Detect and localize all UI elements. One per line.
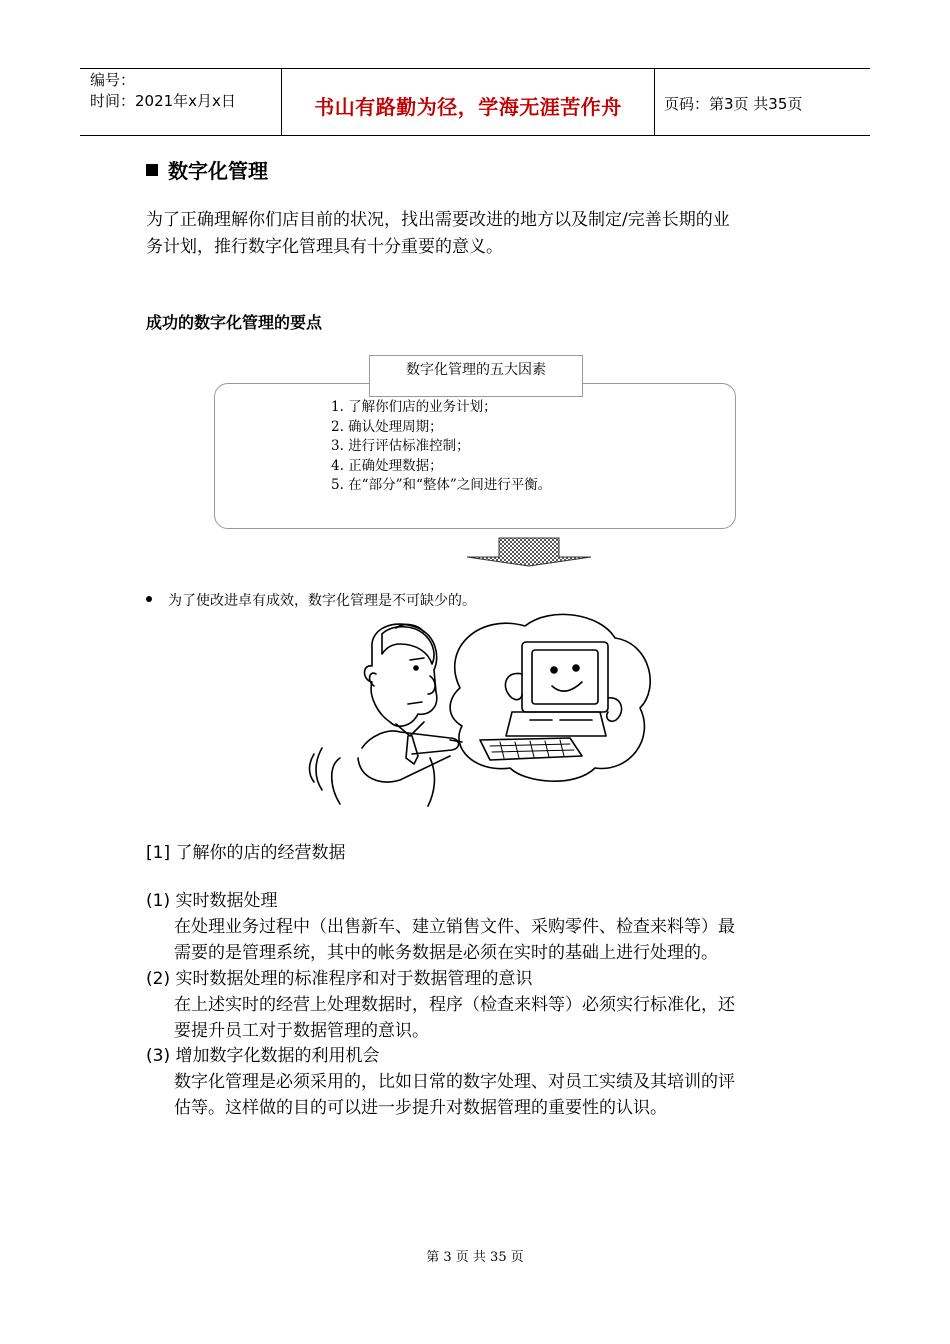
- point-3-title: [146, 1043, 380, 1069]
- header-number-label: 编号：: [90, 71, 136, 89]
- header-bottom-border: [80, 135, 870, 136]
- point-number: (2): [146, 969, 171, 989]
- factor-item: 1. 了解你们店的业务计划；: [331, 399, 497, 415]
- bullet-text: 为了使改进卓有成效，数字化管理是不可缺少的。: [168, 593, 476, 609]
- section-title-text: 数字化管理: [168, 159, 268, 183]
- header-page-info: 页码：第3页 共35页: [664, 95, 803, 113]
- square-bullet-icon: [146, 164, 158, 176]
- factor-item: 2. 确认处理周期；: [331, 418, 443, 435]
- header-divider-right: [654, 68, 655, 136]
- section-title: [146, 155, 268, 184]
- bullet-line: [146, 590, 476, 610]
- factors-title: 数字化管理的五大因素: [369, 355, 583, 397]
- point-body-line: 数字化管理是必须采用的，比如日常的数字处理、对员工实绩及其培训的评: [174, 1072, 735, 1092]
- bullet-dot-icon: [146, 596, 152, 602]
- point-number: (1): [146, 891, 171, 911]
- point-1-title: [146, 888, 278, 914]
- factor-item: 3. 进行评估标准控制；: [331, 438, 470, 454]
- point-3-body: [174, 1069, 814, 1121]
- point-title: 增加数字化数据的利用机会: [175, 1046, 380, 1066]
- point-1-body: [174, 914, 814, 966]
- point-2-title: [146, 966, 533, 992]
- point-body-line: 估等。这样做的目的可以进一步提升对数据管理的重要性的认识。: [174, 1098, 667, 1118]
- understand-number: [1]: [146, 843, 171, 863]
- point-body-line: 在处理业务过程中（出售新车、建立销售文件、采购零件、检查来料等）最: [174, 917, 735, 937]
- header-top-border: [80, 68, 870, 69]
- intro-line-1: 为了正确理解你们店目前的状况，找出需要改进的地方以及制定/完善长期的业: [146, 210, 730, 230]
- point-title: 实时数据处理的标准程序和对于数据管理的意识: [175, 969, 533, 989]
- understand-heading: [146, 838, 346, 863]
- page-footer: 第 3 页 共 35 页: [426, 1250, 524, 1265]
- point-body-line: 要提升员工对于数据管理的意识。: [174, 1021, 429, 1041]
- point-body-line: 在上述实时的经营上处理数据时，程序（检查来料等）必须实行标准化，还: [174, 995, 735, 1015]
- header-time-label: 时间：2021年x月x日: [90, 92, 236, 110]
- subsection-title: 成功的数字化管理的要点: [146, 313, 323, 332]
- header-meta: [90, 70, 236, 112]
- point-2-body: [174, 992, 814, 1044]
- point-number: (3): [146, 1046, 171, 1066]
- intro-line-2: 务计划，推行数字化管理具有十分重要的意义。: [146, 237, 503, 257]
- understand-title: 了解你的店的经营数据: [175, 843, 346, 863]
- factor-item: 5. 在“部分”和“整体”之间进行平衡。: [331, 477, 552, 493]
- down-arrow-icon: [466, 537, 592, 567]
- factors-list: [331, 398, 551, 496]
- point-title: 实时数据处理: [175, 891, 278, 911]
- factor-item: 4. 正确处理数据；: [331, 457, 443, 474]
- header-motto: 书山有路勤为径，学海无涯苦作舟: [314, 95, 622, 119]
- intro-paragraph: [146, 207, 816, 261]
- man-thinking-computer-illustration: [300, 608, 660, 808]
- point-body-line: 需要的是管理系统，其中的帐务数据是必须在实时的基础上进行处理的。: [174, 943, 718, 963]
